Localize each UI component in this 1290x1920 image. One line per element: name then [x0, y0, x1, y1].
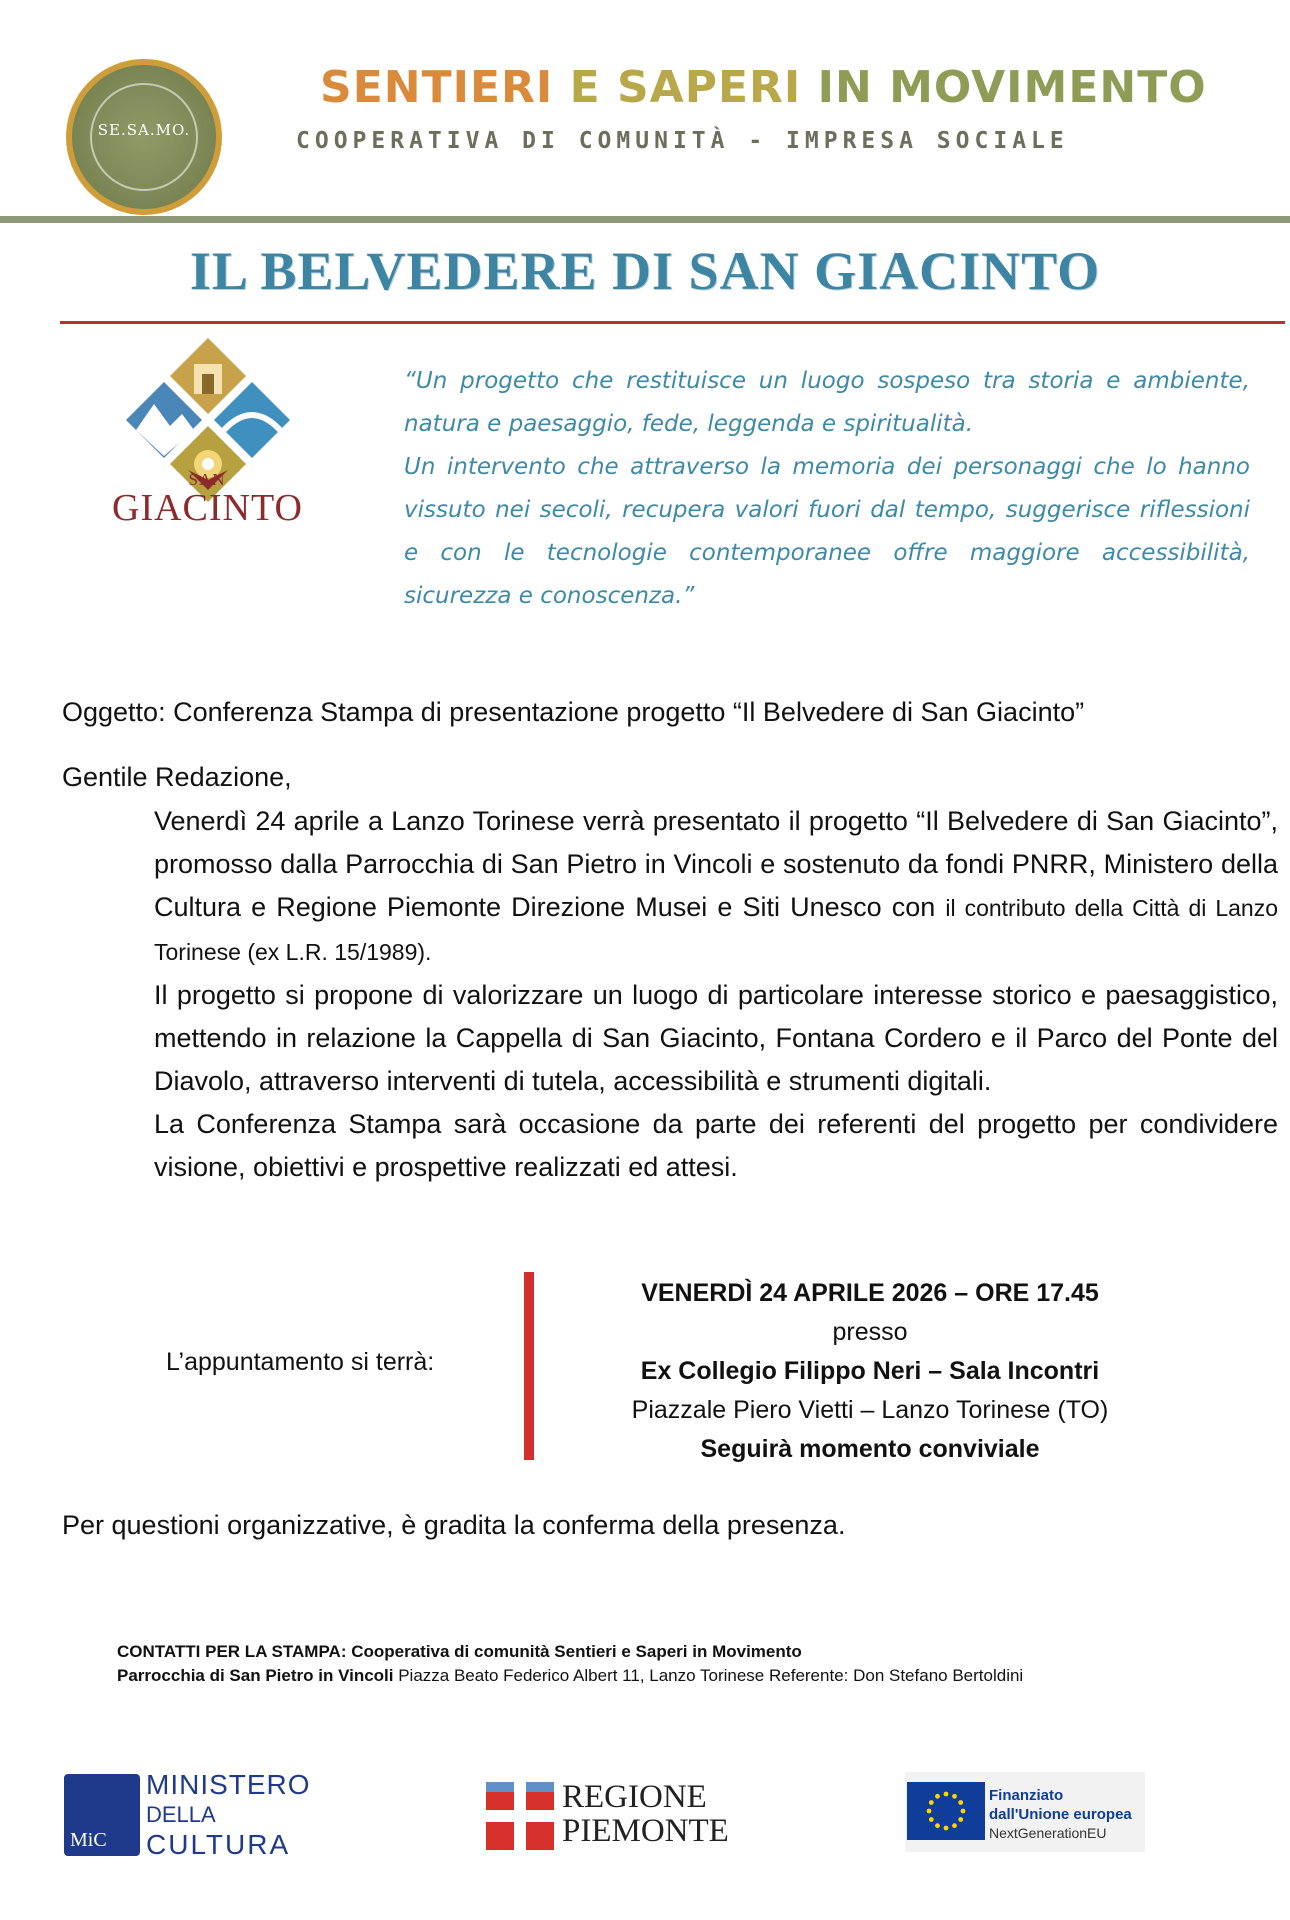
- contacts-parish-details: Piazza Beato Federico Albert 11, Lanzo Torinese Referente: Don Stefano Bertoldini: [393, 1666, 1024, 1685]
- mic-line-3: CULTURA: [146, 1829, 291, 1860]
- appointment-note: Seguirà momento conviviale: [700, 1435, 1040, 1463]
- organization-subtitle: COOPERATIVA DI COMUNITÀ - IMPRESA SOCIALE: [296, 128, 1069, 154]
- letter-closing: Per questioni organizzative, è gradita la conferma della presenza.: [62, 1510, 846, 1540]
- mic-icon: [64, 1774, 140, 1856]
- page-title: IL BELVEDERE DI SAN GIACINTO: [189, 241, 1101, 301]
- mic-line-1: MINISTERO: [146, 1769, 311, 1800]
- appointment-address: Piazzale Piero Vietti – Lanzo Torinese (TO): [631, 1396, 1109, 1424]
- piemonte-flag-icon: [486, 1782, 554, 1850]
- body-p1-details: , promosso dalla Parrocchia di San Pietro in Vincoli e sostenuto da fondi PNRR, Ministero della Cultura e Regione Piemonte Direzione Musei e Siti Unesco con: [154, 806, 1278, 922]
- quote-paragraph-2: Un intervento che attraverso la memoria dei personaggi che lo hanno vissuto nei secoli, recupera valori fuori dal tempo, suggerisce riflessioni e con le tecnologie contemporanee offre maggiore accessibilità, sicurezza e conoscenza.”: [404, 454, 1250, 609]
- eu-line-2: dall'Unione europea: [989, 1806, 1132, 1823]
- san-giacinto-logo-label: [112, 470, 303, 529]
- regione-piemonte-logo: [486, 1779, 729, 1852]
- body-paragraph-1: [154, 800, 1278, 974]
- appointment-label: L’appuntamento si terrà:: [166, 1348, 435, 1376]
- mic-text: [146, 1770, 311, 1860]
- logo-text: SE.SA.MO.: [97, 121, 191, 139]
- appointment-details: [570, 1274, 1170, 1469]
- body-p1-contribution: il contributo della Città di Lanzo Torinese (ex L.R. 15/1989).: [154, 895, 1278, 965]
- logo-label-big: GIACINTO: [112, 487, 303, 529]
- eu-text: [989, 1786, 1132, 1843]
- appointment-divider: [524, 1272, 534, 1460]
- mic-icon-text: MiC: [70, 1829, 107, 1851]
- eu-line-3: NextGenerationEU: [989, 1825, 1107, 1841]
- contacts-line-1: CONTATTI PER LA STAMPA: Cooperativa di comunità Sentieri e Saperi in Movimento: [117, 1642, 802, 1661]
- body-paragraph-2: Il progetto si propone di valorizzare un luogo di particolare interesse storico e paesaggistico, mettendo in relazione la Cappella di San Giacinto, Fontana Cordero e il Parco del Ponte del Diavolo, attraverso interventi di tutela, accessibilità e strumenti digitali.: [154, 980, 1278, 1096]
- eu-funding-logo: [905, 1772, 1145, 1852]
- quote-paragraph-1: “Un progetto che restituisce un luogo sospeso tra storia e ambiente, natura e paesaggio, fede, leggenda e spiritualità.: [404, 368, 1250, 437]
- body-p1-project-name: “Il Belvedere di San Giacinto”: [916, 806, 1271, 836]
- project-quote: [404, 360, 1250, 618]
- appointment-date: VENERDÌ 24 APRILE 2026 – ORE 17.45: [641, 1279, 1099, 1307]
- logo-label-small: SAN: [188, 470, 226, 489]
- organization-title: [320, 62, 1220, 113]
- appointment-presso: presso: [832, 1318, 908, 1346]
- eu-flag-icon: [907, 1782, 985, 1840]
- title-part-1: SENTIERI: [320, 62, 570, 113]
- body-paragraph-3: La Conferenza Stampa sarà occasione da parte dei referenti del progetto per condividere visione, obiettivi e prospettive realizzati ed attesi.: [154, 1109, 1278, 1182]
- header-divider: [0, 216, 1290, 223]
- letter-subject: Oggetto: Conferenza Stampa di presentazione progetto “Il Belvedere di San Giacinto”: [62, 697, 1085, 727]
- contacts-parish: Parrocchia di San Pietro in Vincoli: [117, 1666, 394, 1685]
- ministero-cultura-logo: [64, 1770, 314, 1860]
- piemonte-line-2: PIEMONTE: [562, 1813, 729, 1849]
- eu-line-1: Finanziato: [989, 1787, 1064, 1804]
- letter-body: [154, 800, 1278, 1189]
- sesamo-logo: [66, 59, 222, 215]
- title-part-3: IN MOVIMENTO: [817, 62, 1207, 113]
- body-p1-intro: Venerdì 24 aprile a Lanzo Torinese verrà presentato il progetto: [154, 806, 917, 836]
- contacts-line-2: [117, 1664, 1277, 1688]
- piemonte-line-1: REGIONE: [562, 1779, 707, 1815]
- appointment-venue: Ex Collegio Filippo Neri – Sala Incontri: [640, 1357, 1100, 1385]
- piemonte-text: [562, 1780, 729, 1848]
- title-divider: [60, 321, 1285, 324]
- letter-greeting: Gentile Redazione,: [62, 762, 292, 792]
- title-part-2: E SAPERI: [569, 62, 818, 113]
- press-contacts: [117, 1640, 1277, 1688]
- mic-line-2: DELLA: [146, 1802, 216, 1827]
